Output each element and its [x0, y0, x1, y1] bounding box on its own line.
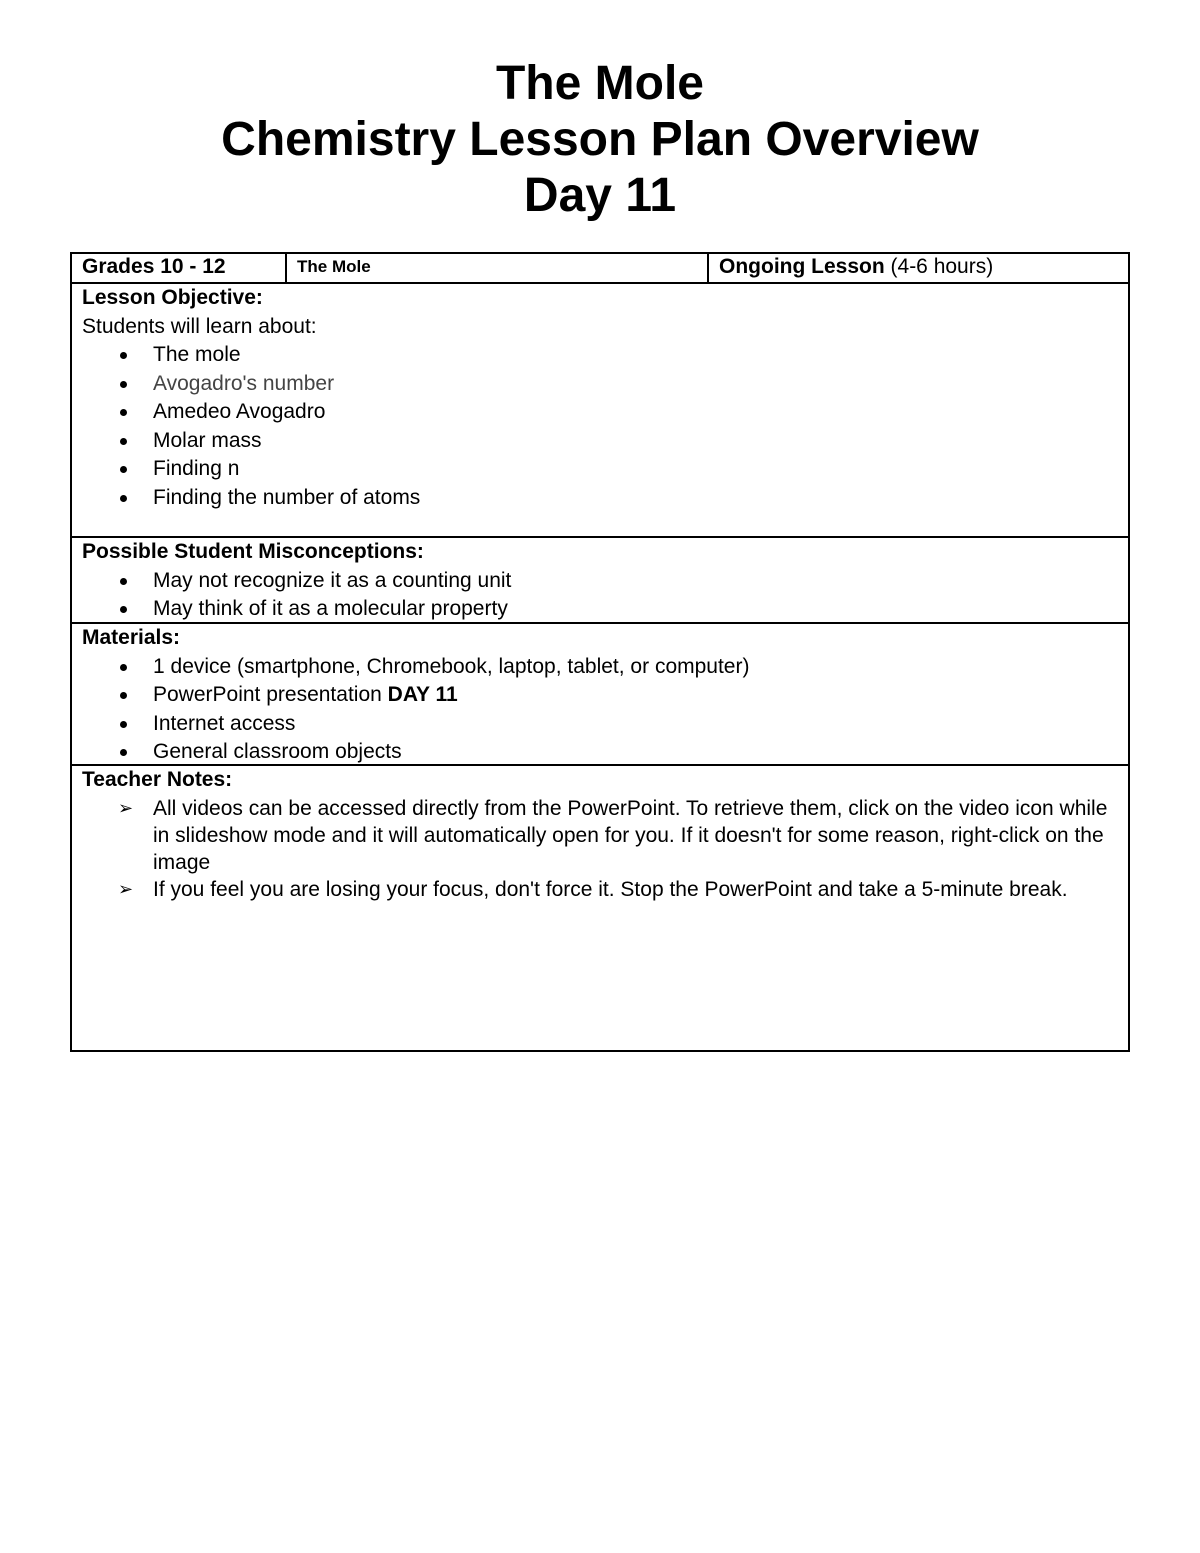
list-item: Finding n [82, 455, 1118, 484]
list-item: 1 device (smartphone, Chromebook, laptop, tablet, or computer) [82, 653, 1118, 682]
duration-value: (4-6 hours) [890, 255, 994, 278]
list-item: Internet access [82, 710, 1118, 739]
title-line-2: Chemistry Lesson Plan Overview [221, 113, 979, 166]
teacher-notes-list [82, 795, 1118, 903]
duration-cell [709, 254, 1128, 282]
materials-list [82, 653, 1118, 767]
list-item: General classroom objects [82, 738, 1118, 767]
misconceptions-heading: Possible Student Misconceptions: [82, 540, 424, 563]
powerpoint-label: PowerPoint presentation [153, 683, 382, 706]
objective-intro: Students will learn about: [82, 314, 317, 338]
list-item: May think of it as a molecular property [82, 595, 1118, 624]
objective-list [82, 341, 1118, 512]
list-item: ➢ If you feel you are losing your focus, don't force it. Stop the PowerPoint and take a 5-minute break. [82, 876, 1118, 903]
misconceptions-list [82, 567, 1118, 624]
header-row [72, 254, 1128, 284]
topic-cell: The Mole [287, 254, 709, 282]
title-line-3: Day 11 [523, 169, 677, 222]
grades-cell: Grades 10 - 12 [72, 254, 287, 282]
list-item: ➢ All videos can be accessed directly from the PowerPoint. To retrieve them, click on the video icon while in slideshow mode and it will automatically open for you. If it doesn't for some reason, right-click on the image [82, 795, 1118, 876]
teacher-notes-section [72, 766, 1128, 1050]
list-item: May not recognize it as a counting unit [82, 567, 1118, 596]
list-item: Molar mass [82, 427, 1118, 456]
materials-section [72, 624, 1128, 766]
list-item [82, 681, 1118, 710]
lesson-plan-table [70, 252, 1130, 1052]
teacher-notes-heading: Teacher Notes: [82, 768, 233, 791]
list-item: Avogadro's number [82, 370, 1118, 399]
document-title [0, 56, 1200, 224]
duration-label: Ongoing Lesson [719, 255, 885, 278]
misconceptions-section [72, 538, 1128, 624]
objective-heading: Lesson Objective: [82, 286, 263, 309]
objective-section [72, 284, 1128, 538]
day-emphasis: DAY 11 [387, 683, 458, 706]
list-item: The mole [82, 341, 1118, 370]
list-item: Amedeo Avogadro [82, 398, 1118, 427]
materials-heading: Materials: [82, 626, 181, 649]
title-line-1: The Mole [495, 57, 704, 110]
list-item: Finding the number of atoms [82, 484, 1118, 513]
